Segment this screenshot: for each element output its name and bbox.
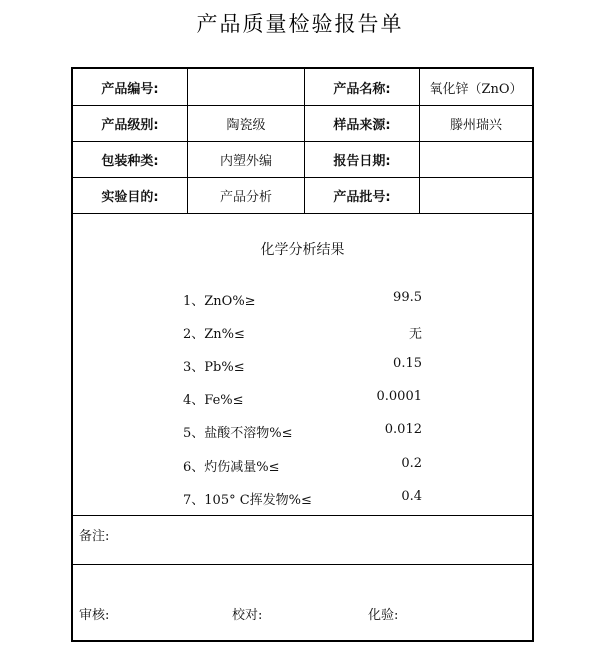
result-row — [73, 290, 532, 310]
result-item-name: 3、Pb%≤ — [183, 360, 245, 375]
row-divider — [73, 213, 532, 214]
result-item-name: 1、ZnO%≥ — [183, 294, 256, 309]
result-item-name: 6、灼伤减量%≤ — [183, 460, 280, 475]
grade-label: 产品级别: — [101, 117, 159, 133]
purpose-label: 实验目的: — [101, 189, 159, 205]
result-item-name: 4、Fe%≤ — [183, 393, 244, 408]
report-date-value — [420, 141, 532, 177]
result-item-value: 99.5 — [393, 290, 422, 305]
result-row — [73, 356, 532, 376]
result-item-name: 7、105° C挥发物%≤ — [183, 493, 312, 508]
section-divider — [73, 564, 532, 565]
sample-source-value: 滕州瑞兴 — [449, 117, 502, 133]
proofreader-label: 校对: — [232, 608, 263, 623]
result-item-name: 2、Zn%≤ — [183, 327, 245, 342]
product-no-label: 产品编号: — [101, 81, 159, 97]
result-row — [73, 389, 532, 409]
batch-label: 产品批号: — [333, 189, 391, 205]
section-divider — [73, 515, 532, 516]
batch-value — [420, 177, 532, 213]
grade-value: 陶瓷级 — [226, 117, 266, 133]
packaging-value: 内塑外编 — [219, 153, 272, 169]
report-form — [71, 67, 534, 642]
result-item-value: 0.0001 — [376, 389, 422, 404]
result-item-value: 0.15 — [393, 356, 422, 371]
result-row — [73, 456, 532, 476]
report-date-label: 报告日期: — [333, 153, 391, 169]
result-item-value: 0.4 — [401, 489, 422, 504]
purpose-value: 产品分析 — [219, 189, 272, 205]
product-no-value — [188, 69, 304, 105]
result-item-name: 5、盐酸不溶物%≤ — [183, 426, 293, 441]
packaging-label: 包装种类: — [101, 153, 159, 169]
sample-source-label: 样品来源: — [333, 117, 391, 133]
result-item-value: 0.2 — [401, 456, 422, 471]
product-name-value: 氧化锌（ZnO） — [429, 81, 523, 97]
product-name-label: 产品名称: — [333, 81, 391, 97]
result-row — [73, 323, 532, 343]
result-row — [73, 489, 532, 509]
tester-label: 化验: — [368, 608, 399, 623]
reviewer-label: 审核: — [79, 608, 110, 623]
analysis-title: 化学分析结果 — [260, 242, 345, 258]
result-item-value: 0.012 — [384, 422, 422, 437]
remarks-label: 备注: — [79, 529, 110, 544]
page-title: 产品质量检验报告单 — [196, 12, 404, 36]
result-item-value: 无 — [408, 327, 422, 342]
result-row — [73, 422, 532, 442]
